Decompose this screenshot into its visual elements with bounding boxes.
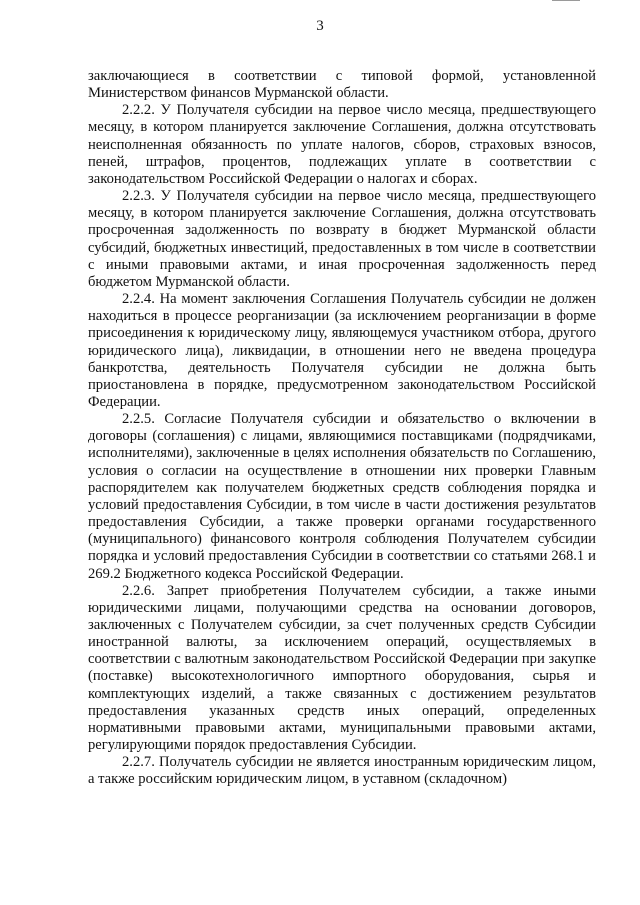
document-body	[88, 68, 596, 789]
paragraph-continuation: заключающиеся в соответствии с типовой формой, установленной Министерством финансов Мурманской области.	[88, 68, 596, 102]
paragraph-2-2-4: 2.2.4. На момент заключения Соглашения Получатель субсидии не должен находиться в процессе реорганизации (за исключением реорганизации в форме присоединения к юридическому лицу, являющемуся участником отбора, другого юридического лица), ликвидации, в отношении него не введена процедура банкротства, деятельность Получателя субсидии не должна быть приостановлена в порядке, предусмотренном законодательством Российской Федерации.	[88, 291, 596, 410]
paragraph-2-2-2: 2.2.2. У Получателя субсидии на первое число месяца, предшествующего месяцу, в котором планируется заключение Соглашения, должна отсутствовать неисполненная обязанность по уплате налогов, сборов, страховых взносов, пеней, штрафов, процентов, подлежащих уплате в соответствии с законодательством Российской Федерации о налогах и сборах.	[88, 102, 596, 187]
top-edge-mark	[552, 0, 580, 1]
paragraph-2-2-5: 2.2.5. Согласие Получателя субсидии и обязательство о включении в договоры (соглашения) с лицами, являющимися поставщиками (подрядчиками, исполнителями), заключенные в целях исполнения обязательств по Соглашению, условия о согласии на осуществление в отношении них проверки Главным распорядителем как получателем бюджетных средств соблюдения порядка и условий предоставления Субсидии, в том числе в части достижения результатов предоставления Субсидии, а также проверки органами государственного (муниципального) финансового контроля соблюдения Получателем субсидии порядка и условий предоставления Субсидии в соответствии со статьями 268.1 и 269.2 Бюджетного кодекса Российской Федерации.	[88, 411, 596, 582]
paragraph-2-2-6: 2.2.6. Запрет приобретения Получателем субсидии, а также иными юридическими лицами, получающими средства на основании договоров, заключенных с Получателем субсидии, за счет полученных средств Субсидии иностранной валюты, за исключением операций, осуществляемых в соответствии с валютным законодательством Российской Федерации при закупке (поставке) высокотехнологичного импортного оборудования, сырья и комплектующих изделий, а также связанных с достижением результатов предоставления указанных средств иных операций, определенных нормативными правовыми актами, муниципальными правовыми актами, регулирующими порядок предоставления Субсидии.	[88, 582, 596, 754]
paragraph-2-2-3: 2.2.3. У Получателя субсидии на первое число месяца, предшествующего месяцу, в котором планируется заключение Соглашения, должна отсутствовать просроченная задолженность по возврату в бюджет Мурманской области субсидий, бюджетных инвестиций, предоставленных в том числе в соответствии с иными правовыми актами, и иная просроченная задолженность перед бюджетом Мурманской области.	[88, 188, 596, 290]
paragraph-2-2-7: 2.2.7. Получатель субсидии не является иностранным юридическим лицом, а также российским юридическим лицом, в уставном (складочном)	[88, 754, 596, 788]
page-number: 3	[316, 18, 324, 34]
